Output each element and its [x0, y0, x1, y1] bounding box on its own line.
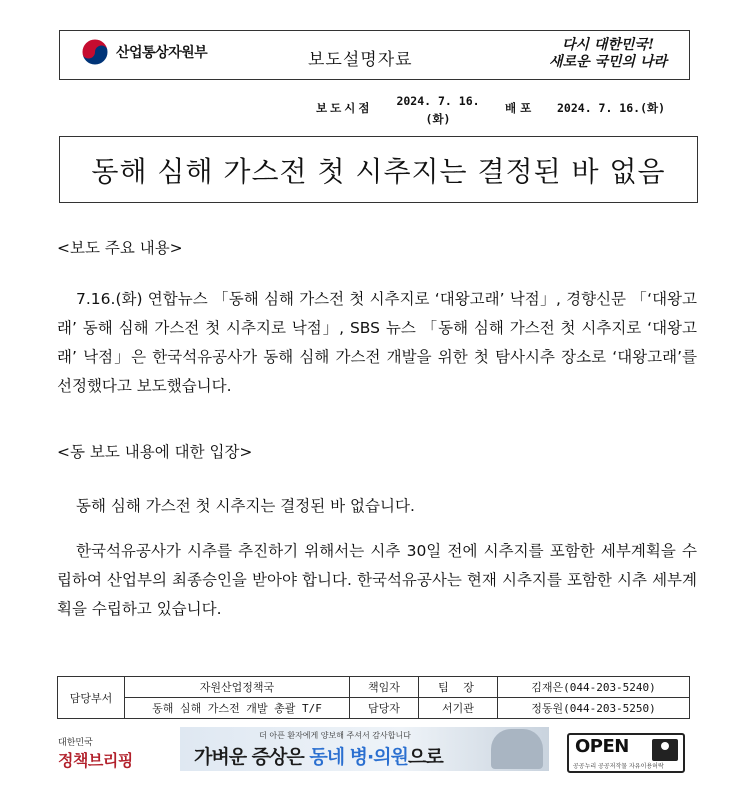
embargo-label: 보도시점	[316, 101, 373, 115]
section-heading-key-content: <보도 주요 내용>	[57, 239, 183, 257]
embargo-value-line1: 2024. 7. 16.	[396, 94, 480, 108]
kogl-open-badge[interactable]	[567, 733, 685, 773]
slogan-line1: 다시 대한민국!	[561, 37, 655, 53]
open-sub: 공공누리 공공저작물 자유이용허락	[573, 763, 664, 770]
ministry-logo	[80, 37, 207, 67]
position-paragraph-2: 한국석유공사가 시추를 추진하기 위해서는 시추 30일 전에 시추지를 포함한 세부계획을 수립하여 산업부의 최종승인을 받아야 합니다. 한국석유공사는 현재 시추지를 포함한 시추 세부계획을 수립하고 있습니다.	[57, 542, 697, 618]
campaign-banner[interactable]	[180, 727, 549, 771]
banner-main-text	[194, 742, 443, 769]
section-heading-position: <동 보도 내용에 대한 입장>	[57, 443, 253, 461]
section-paragraph-key-content: 7.16.(화) 연합뉴스 「동해 심해 가스전 첫 시추지로 ‘대왕고래’ 낙점」, 경향신문 「‘대왕고래’ 동해 심해 가스전 첫 시추지로 낙점」, SBS 뉴스 「동해 심해 가스전 첫 시추지로 ‘대왕고래’ 낙점」은 한국석유공사가 동해 심해 가스전 개발을 위한 첫 탐사시추 장소로 ‘대왕고래’를 선정했다고 보도했습니다.	[57, 290, 697, 395]
doctor-figure-icon	[491, 729, 543, 769]
slogan-line2: 새로운 국민의 나라	[549, 54, 667, 70]
release-value: 2024. 7. 16.(화)	[557, 101, 666, 115]
page-title: 동해 심해 가스전 첫 시추지는 결정된 바 없음	[91, 154, 666, 188]
policy-briefing-logo[interactable]	[58, 735, 148, 771]
embargo-value-line2: (화)	[425, 112, 451, 126]
position-paragraph-1: 동해 심해 가스전 첫 시추지는 결정된 바 없습니다.	[76, 497, 415, 515]
dept-line2: 동해 심해 가스전 개발 총괄 T/F	[125, 698, 350, 719]
taegeuk-icon	[80, 37, 110, 67]
header-box	[59, 30, 690, 80]
footer-bar	[0, 725, 745, 785]
slogan	[549, 37, 667, 71]
banner-main-c: 으로	[407, 746, 443, 768]
banner-main-b: 동네 병·의원	[309, 746, 408, 768]
attribution-icon	[652, 739, 678, 761]
resp-title: 팀 장	[419, 677, 498, 698]
contact-table	[57, 676, 690, 719]
staff-label: 담당자	[350, 698, 419, 719]
policy-briefing-name: 정책브리핑	[58, 751, 133, 770]
policy-briefing-small: 대한민국	[58, 738, 93, 748]
banner-main-a: 가벼운 증상은	[194, 746, 310, 768]
dept-label-cell	[58, 677, 125, 719]
dept-line1: 자원산업정책국	[125, 677, 350, 698]
staff-name: 정동원(044-203-5250)	[498, 698, 690, 719]
open-label: OPEN	[575, 736, 629, 757]
title-box	[59, 136, 698, 203]
doc-type: 보도설명자료	[308, 50, 413, 70]
staff-title: 서기관	[419, 698, 498, 719]
banner-top-text: 더 아픈 환자에게 양보해 주셔서 감사합니다	[259, 731, 411, 740]
ministry-name: 산업통상자원부	[116, 45, 208, 61]
release-label: 배포	[505, 101, 536, 115]
embargo-value	[388, 92, 488, 128]
dept-label: 담당부서	[69, 691, 113, 705]
resp-label: 책임자	[350, 677, 419, 698]
resp-name: 김재은(044-203-5240)	[498, 677, 690, 698]
